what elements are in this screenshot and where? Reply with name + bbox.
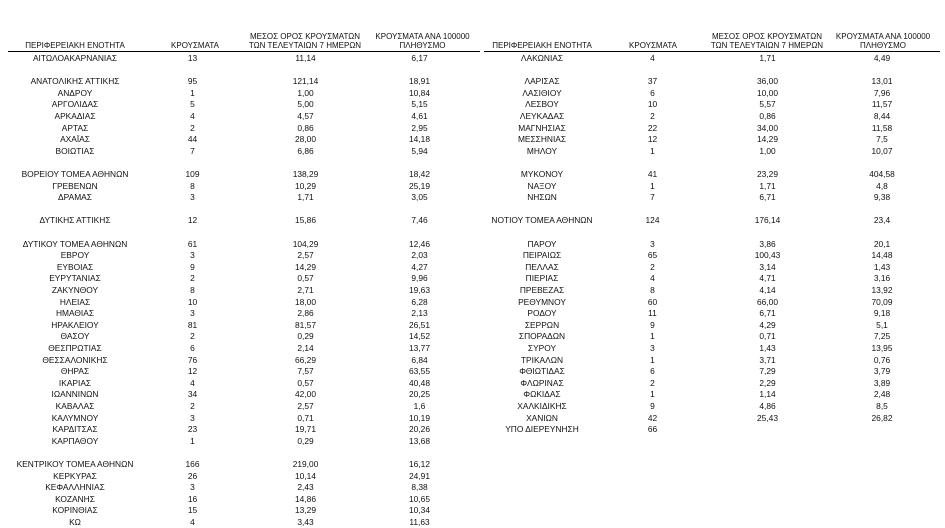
region-cell: ΣΕΡΡΩΝ (524, 319, 560, 330)
region-cell: ΑΧΑΪΑΣ (60, 134, 90, 145)
per100k-cell: 25,19 (409, 180, 430, 191)
avg7-cell: 5,57 (759, 99, 776, 110)
per100k-cell: 13,92 (871, 285, 893, 295)
avg7-cell: 121,14 (292, 76, 319, 87)
avg7-cell: 6,71 (759, 192, 776, 203)
region-cell: ΔΡΑΜΑΣ (58, 192, 92, 203)
cases-cell: 65 (647, 250, 658, 261)
per100k-cell: 13,01 (871, 76, 893, 87)
avg7-cell: 10,00 (757, 87, 778, 98)
region-cell: ΕΥΡΥΤΑΝΙΑΣ (49, 273, 101, 284)
cases-cell: 95 (187, 76, 198, 87)
region-cell: ΥΠΟ ΔΙΕΡΕΥΝΗΣΗ (505, 424, 579, 435)
avg7-cell: 18,00 (295, 296, 316, 307)
avg7-cell: 15,86 (295, 215, 316, 226)
region-cell: ΤΡΙΚΑΛΩΝ (520, 354, 564, 365)
header-per100k-left: ΚΡΟΥΣΜΑΤΑ ΑΝΑ 100000 ΠΛΗΘΥΣΜΟ (375, 32, 470, 50)
header-per100k-right: ΚΡΟΥΣΜΑΤΑ ΑΝΑ 100000 ΠΛΗΘΥΣΜΟ (835, 32, 931, 50)
per100k-cell: 2,13 (411, 308, 428, 319)
avg7-cell: 4,86 (759, 401, 776, 411)
region-cell: ΚΑΡΔΙΤΣΑΣ (52, 424, 98, 435)
per100k-cell: 2,48 (873, 389, 891, 400)
region-cell: ΛΑΡΙΣΑΣ (524, 76, 560, 87)
header-rule-right (484, 51, 940, 52)
per100k-cell: 18,42 (409, 169, 430, 179)
cases-cell: 66 (647, 424, 658, 435)
cases-cell: 1 (650, 180, 655, 191)
avg7-cell: 14,29 (295, 261, 316, 272)
cases-cell: 13 (187, 53, 198, 63)
avg7-cell: 23,29 (757, 169, 778, 179)
region-cell: ΝΟΤΙΟΥ ΤΟΜΕΑ ΑΘΗΝΩΝ (491, 215, 593, 226)
per100k-cell: 20,26 (409, 424, 430, 435)
per100k-cell: 23,4 (873, 215, 891, 226)
cases-cell: 10 (647, 99, 658, 110)
avg7-cell: 14,29 (757, 134, 778, 145)
cases-cell: 42 (647, 412, 658, 423)
region-cell: ΣΥΡΟΥ (527, 343, 557, 353)
avg7-cell: 66,29 (295, 354, 316, 365)
avg7-cell: 2,57 (297, 250, 314, 261)
per100k-cell: 0,76 (873, 354, 891, 365)
cases-cell: 15 (187, 505, 198, 516)
per100k-cell: 11,58 (871, 122, 893, 133)
per100k-cell: 14,48 (871, 250, 893, 261)
region-cell: ΑΝΑΤΟΛΙΚΗΣ ΑΤΤΙΚΗΣ (30, 76, 120, 87)
region-cell: ΑΙΤΩΛΟΑΚΑΡΝΑΝΙΑΣ (32, 53, 118, 63)
region-cell: ΚΩ (69, 517, 81, 527)
per100k-cell: 4,61 (411, 111, 428, 121)
avg7-cell: 6,71 (759, 308, 776, 319)
avg7-cell: 66,00 (757, 296, 778, 307)
per100k-cell: 19,63 (409, 285, 430, 295)
cases-cell: 10 (187, 296, 198, 307)
cases-cell: 41 (647, 169, 658, 179)
per100k-cell: 20,25 (409, 389, 430, 400)
cases-cell: 2 (650, 377, 655, 388)
per100k-cell: 16,12 (409, 459, 430, 469)
cases-cell: 6 (650, 87, 655, 98)
per100k-cell: 10,65 (409, 493, 430, 504)
per100k-cell: 12,46 (409, 238, 430, 249)
per100k-cell: 7,46 (411, 215, 428, 226)
cases-cell: 37 (647, 76, 658, 87)
region-cell: ΣΠΟΡΑΔΩΝ (518, 331, 566, 342)
region-cell: ΛΑΣΙΘΙΟΥ (522, 87, 562, 98)
region-cell: ΠΑΡΟΥ (527, 238, 557, 249)
region-cell: ΡΟΔΟΥ (527, 308, 557, 319)
avg7-cell: 138,29 (292, 169, 319, 179)
cases-cell: 12 (647, 134, 658, 145)
region-cell: ΕΒΡΟΥ (60, 250, 90, 261)
avg7-cell: 1,43 (759, 343, 776, 353)
avg7-cell: 25,43 (757, 412, 778, 423)
per100k-cell: 404,58 (869, 169, 895, 179)
region-cell: ΘΕΣΠΡΩΤΙΑΣ (48, 343, 102, 353)
per100k-cell: 1,43 (873, 261, 891, 272)
per100k-cell: 11,63 (409, 517, 430, 527)
header-cases-right: ΚΡΟΥΣΜΑΤΑ (629, 41, 677, 50)
per100k-cell (822, 424, 942, 434)
per100k-cell: 6,84 (411, 354, 428, 365)
region-cell: ΒΟΡΕΙΟΥ ΤΟΜΕΑ ΑΘΗΝΩΝ (21, 169, 129, 179)
header-rule-left (8, 51, 480, 52)
avg7-cell: 176,14 (754, 215, 781, 226)
avg7-cell: 1,71 (759, 180, 776, 191)
per100k-cell: 2,95 (411, 122, 428, 133)
avg7-cell: 7,57 (297, 366, 314, 377)
avg7-cell: 1,00 (759, 145, 776, 156)
cases-cell: 6 (650, 366, 655, 377)
cases-cell: 12 (187, 215, 198, 226)
avg7-cell: 3,71 (759, 354, 776, 365)
cases-cell: 61 (187, 238, 198, 249)
per100k-cell: 18,91 (409, 76, 430, 87)
region-cell: ΗΛΕΙΑΣ (59, 296, 91, 307)
avg7-cell: 28,00 (295, 134, 316, 145)
region-cell: ΜΗΛΟΥ (526, 145, 558, 156)
avg7-cell: 0,71 (759, 331, 776, 342)
cases-cell: 1 (650, 354, 655, 365)
cases-cell: 60 (647, 296, 658, 307)
avg7-cell: 0,29 (297, 331, 314, 342)
region-cell: ΗΡΑΚΛΕΙΟΥ (51, 319, 99, 330)
cases-cell: 7 (650, 192, 655, 203)
avg7-cell: 4,57 (297, 111, 314, 121)
cases-cell: 3 (190, 482, 195, 493)
per100k-cell: 63,55 (409, 366, 430, 377)
header-avg7-right: ΜΕΣΟΣ ΟΡΟΣ ΚΡΟΥΣΜΑΤΩΝ ΤΩΝ ΤΕΛΕΥΤΑΙΩΝ 7 ΗΜΕΡΩΝ (710, 32, 824, 50)
per100k-cell: 20,1 (873, 238, 891, 249)
avg7-cell: 3,86 (759, 238, 776, 249)
cases-cell: 8 (650, 285, 655, 295)
per100k-cell: 10,34 (409, 505, 430, 516)
region-cell: ΔΥΤΙΚΟΥ ΤΟΜΕΑ ΑΘΗΝΩΝ (22, 238, 128, 249)
cases-cell: 34 (187, 389, 198, 400)
cases-cell: 26 (187, 470, 198, 481)
avg7-cell: 42,00 (295, 389, 316, 400)
per100k-cell: 6,17 (411, 53, 428, 63)
per100k-cell: 24,91 (409, 470, 430, 481)
region-cell: ΑΡΓΟΛΙΔΑΣ (51, 99, 99, 110)
avg7-cell: 34,00 (757, 122, 778, 133)
per100k-cell: 14,52 (409, 331, 430, 342)
avg7-cell: 0,29 (297, 435, 314, 446)
avg7-cell: 7,29 (759, 366, 776, 377)
avg7-cell: 104,29 (292, 238, 319, 249)
avg7-cell: 81,57 (295, 319, 316, 330)
avg7-cell: 2,14 (297, 343, 314, 353)
region-cell: ΝΗΣΩΝ (527, 192, 557, 203)
cases-cell: 7 (190, 145, 195, 156)
region-cell: ΛΑΚΩΝΙΑΣ (520, 53, 564, 63)
per100k-cell: 40,48 (409, 377, 430, 388)
avg7-cell: 4,14 (759, 285, 776, 295)
region-cell: ΠΕΛΛΑΣ (525, 261, 559, 272)
per100k-cell: 4,49 (873, 53, 891, 63)
per100k-cell: 2,03 (411, 250, 428, 261)
region-cell: ΒΟΙΩΤΙΑΣ (55, 145, 95, 156)
avg7-cell: 3,43 (297, 517, 314, 527)
region-cell: ΦΘΙΩΤΙΔΑΣ (519, 366, 565, 377)
avg7-cell: 0,57 (297, 377, 314, 388)
cases-cell: 4 (190, 377, 195, 388)
per100k-cell: 3,16 (873, 273, 891, 284)
cases-cell: 1 (190, 435, 195, 446)
avg7-cell: 14,86 (295, 493, 316, 504)
per100k-cell: 13,95 (871, 343, 893, 353)
avg7-cell (705, 424, 830, 434)
avg7-cell: 1,14 (759, 389, 776, 400)
cases-cell: 109 (185, 169, 200, 179)
per100k-cell: 10,07 (871, 145, 893, 156)
avg7-cell: 10,14 (295, 470, 316, 481)
avg7-cell: 2,71 (297, 285, 314, 295)
avg7-cell: 0,86 (759, 111, 776, 121)
region-cell: ΠΕΙΡΑΙΩΣ (522, 250, 562, 261)
per100k-cell: 4,27 (411, 261, 428, 272)
avg7-cell: 2,86 (297, 308, 314, 319)
region-cell: ΛΕΥΚΑΔΑΣ (519, 111, 565, 121)
per100k-cell: 14,18 (409, 134, 430, 145)
cases-cell: 2 (190, 273, 195, 284)
avg7-cell: 1,71 (297, 192, 314, 203)
cases-cell: 4 (190, 517, 195, 527)
cases-cell: 1 (650, 331, 655, 342)
avg7-cell: 0,57 (297, 273, 314, 284)
avg7-cell: 13,29 (295, 505, 316, 516)
per100k-cell: 70,09 (871, 296, 893, 307)
avg7-cell: 219,00 (292, 459, 319, 469)
avg7-cell: 2,43 (297, 482, 314, 493)
cases-cell: 1 (650, 389, 655, 400)
per100k-cell: 26,82 (871, 412, 893, 423)
region-cell: ΜΑΓΝΗΣΙΑΣ (518, 122, 566, 133)
per100k-cell: 7,5 (876, 134, 888, 145)
region-cell: ΜΕΣΣΗΝΙΑΣ (517, 134, 567, 145)
region-cell: ΘΗΡΑΣ (60, 366, 90, 377)
cases-cell: 8 (190, 180, 195, 191)
region-cell: ΓΡΕΒΕΝΩΝ (52, 180, 98, 191)
cases-cell: 22 (647, 122, 658, 133)
cases-cell: 8 (190, 285, 195, 295)
region-cell: ΧΑΝΙΩΝ (526, 412, 558, 423)
per100k-cell: 5,1 (876, 319, 888, 330)
per100k-cell: 8,5 (876, 401, 888, 411)
region-cell: ΘΑΣΟΥ (60, 331, 90, 342)
cases-cell: 166 (185, 459, 200, 469)
cases-cell: 124 (645, 215, 660, 226)
avg7-cell: 2,29 (759, 377, 776, 388)
per100k-cell: 5,15 (411, 99, 428, 110)
cases-cell: 12 (187, 366, 198, 377)
cases-cell: 3 (650, 238, 655, 249)
region-cell: ΑΡΤΑΣ (61, 122, 89, 133)
region-cell: ΦΛΩΡΙΝΑΣ (520, 377, 564, 388)
cases-cell: 9 (190, 261, 195, 272)
cases-cell: 11 (648, 308, 657, 319)
cases-cell: 1 (650, 145, 655, 156)
region-cell: ΔΥΤΙΚΗΣ ΑΤΤΙΚΗΣ (39, 215, 111, 226)
region-cell: ΙΩΑΝΝΙΝΩΝ (51, 389, 99, 400)
region-cell: ΑΡΚΑΔΙΑΣ (54, 111, 96, 121)
avg7-cell: 100,43 (754, 250, 781, 261)
region-cell: ΛΕΣΒΟΥ (525, 99, 559, 110)
cases-cell: 2 (190, 401, 195, 411)
region-cell: ΘΕΣΣΑΛΟΝΙΚΗΣ (42, 354, 108, 365)
avg7-cell: 36,00 (757, 76, 778, 87)
region-cell: ΠΡΕΒΕΖΑΣ (519, 285, 565, 295)
region-cell: ΚΟΡΙΝΘΙΑΣ (52, 505, 98, 516)
region-cell: ΧΑΛΚΙΔΙΚΗΣ (517, 401, 567, 411)
region-cell: ΗΜΑΘΙΑΣ (55, 308, 95, 319)
cases-cell: 2 (650, 261, 655, 272)
region-cell: ΚΑΛΥΜΝΟΥ (51, 412, 99, 423)
region-cell: ΜΥΚΟΝΟΥ (520, 169, 564, 179)
cases-cell: 44 (187, 134, 198, 145)
avg7-cell: 19,71 (295, 424, 316, 435)
header-avg7-left: ΜΕΣΟΣ ΟΡΟΣ ΚΡΟΥΣΜΑΤΩΝ ΤΩΝ ΤΕΛΕΥΤΑΙΩΝ 7 ΗΜΕΡΩΝ (248, 32, 362, 50)
per100k-cell: 10,84 (409, 87, 430, 98)
cases-cell: 3 (190, 250, 195, 261)
cases-cell: 9 (650, 319, 655, 330)
region-cell: ΑΝΔΡΟΥ (57, 87, 93, 98)
cases-cell: 23 (187, 424, 198, 435)
avg7-cell: 0,86 (297, 122, 314, 133)
cases-cell: 3 (190, 308, 195, 319)
header-cases-left: ΚΡΟΥΣΜΑΤΑ (171, 41, 219, 50)
region-cell: ΚΕΦΑΛΛΗΝΙΑΣ (45, 482, 105, 493)
region-cell: ΚΕΝΤΡΙΚΟΥ ΤΟΜΕΑ ΑΘΗΝΩΝ (16, 459, 134, 469)
cases-cell: 2 (190, 331, 195, 342)
region-cell: ΖΑΚΥΝΘΟΥ (51, 285, 99, 295)
cases-cell: 5 (190, 99, 195, 110)
region-cell: ΝΑΞΟΥ (527, 180, 557, 191)
region-cell: ΚΕΡΚΥΡΑΣ (53, 470, 97, 481)
cases-cell: 4 (650, 53, 655, 63)
per100k-cell: 8,44 (873, 111, 891, 121)
per100k-cell: 4,8 (876, 180, 888, 191)
cases-cell: 2 (190, 122, 195, 133)
per100k-cell: 6,28 (411, 296, 428, 307)
region-cell: ΚΑΒΑΛΑΣ (55, 401, 95, 411)
avg7-cell: 4,29 (759, 319, 776, 330)
region-cell: ΦΩΚΙΔΑΣ (523, 389, 561, 400)
cases-cell: 3 (190, 412, 195, 423)
avg7-cell: 3,14 (759, 261, 776, 272)
header-region-right: ΠΕΡΙΦΕΡΕΙΑΚΗ ΕΝΟΤΗΤΑ (492, 41, 592, 50)
avg7-cell: 5,00 (297, 99, 314, 110)
per100k-cell: 9,18 (873, 308, 891, 319)
per100k-cell: 9,96 (411, 273, 428, 284)
per100k-cell: 9,38 (873, 192, 891, 203)
cases-cell: 3 (190, 192, 195, 203)
cases-cell: 81 (187, 319, 198, 330)
avg7-cell: 1,71 (759, 53, 776, 63)
avg7-cell: 1,00 (297, 87, 314, 98)
cases-cell: 1 (190, 87, 195, 98)
per100k-cell: 10,19 (409, 412, 430, 423)
region-cell: ΠΙΕΡΙΑΣ (525, 273, 559, 284)
per100k-cell: 7,96 (873, 87, 891, 98)
per100k-cell: 3,79 (873, 366, 891, 377)
cases-cell: 4 (190, 111, 195, 121)
per100k-cell: 13,68 (409, 435, 430, 446)
cases-cell: 3 (650, 343, 655, 353)
per100k-cell: 13,77 (409, 343, 430, 353)
per100k-cell: 5,94 (411, 145, 428, 156)
cases-cell: 2 (650, 111, 655, 121)
region-cell: ΡΕΘΥΜΝΟΥ (518, 296, 566, 307)
avg7-cell: 6,86 (297, 145, 314, 156)
per100k-cell: 26,51 (409, 319, 430, 330)
header-region-left: ΠΕΡΙΦΕΡΕΙΑΚΗ ΕΝΟΤΗΤΑ (25, 41, 125, 50)
region-cell: ΙΚΑΡΙΑΣ (58, 377, 92, 388)
avg7-cell: 10,29 (295, 180, 316, 191)
cases-cell: 6 (190, 343, 195, 353)
per100k-cell: 1,6 (413, 401, 426, 411)
cases-cell: 9 (650, 401, 655, 411)
avg7-cell: 2,57 (297, 401, 314, 411)
cases-cell: 16 (187, 493, 198, 504)
region-cell: ΚΑΡΠΑΘΟΥ (51, 435, 99, 446)
per100k-cell: 8,38 (411, 482, 428, 493)
cases-cell: 76 (187, 354, 198, 365)
per100k-cell: 3,05 (411, 192, 428, 203)
avg7-cell: 4,71 (759, 273, 776, 284)
per100k-cell: 11,57 (871, 99, 893, 110)
avg7-cell: 0,71 (297, 412, 314, 423)
region-cell: ΕΥΒΟΙΑΣ (56, 261, 94, 272)
avg7-cell: 11,14 (295, 53, 316, 63)
region-cell: ΚΟΖΑΝΗΣ (55, 493, 95, 504)
cases-cell: 4 (650, 273, 655, 284)
per100k-cell: 3,89 (873, 377, 891, 388)
per100k-cell: 7,25 (873, 331, 891, 342)
